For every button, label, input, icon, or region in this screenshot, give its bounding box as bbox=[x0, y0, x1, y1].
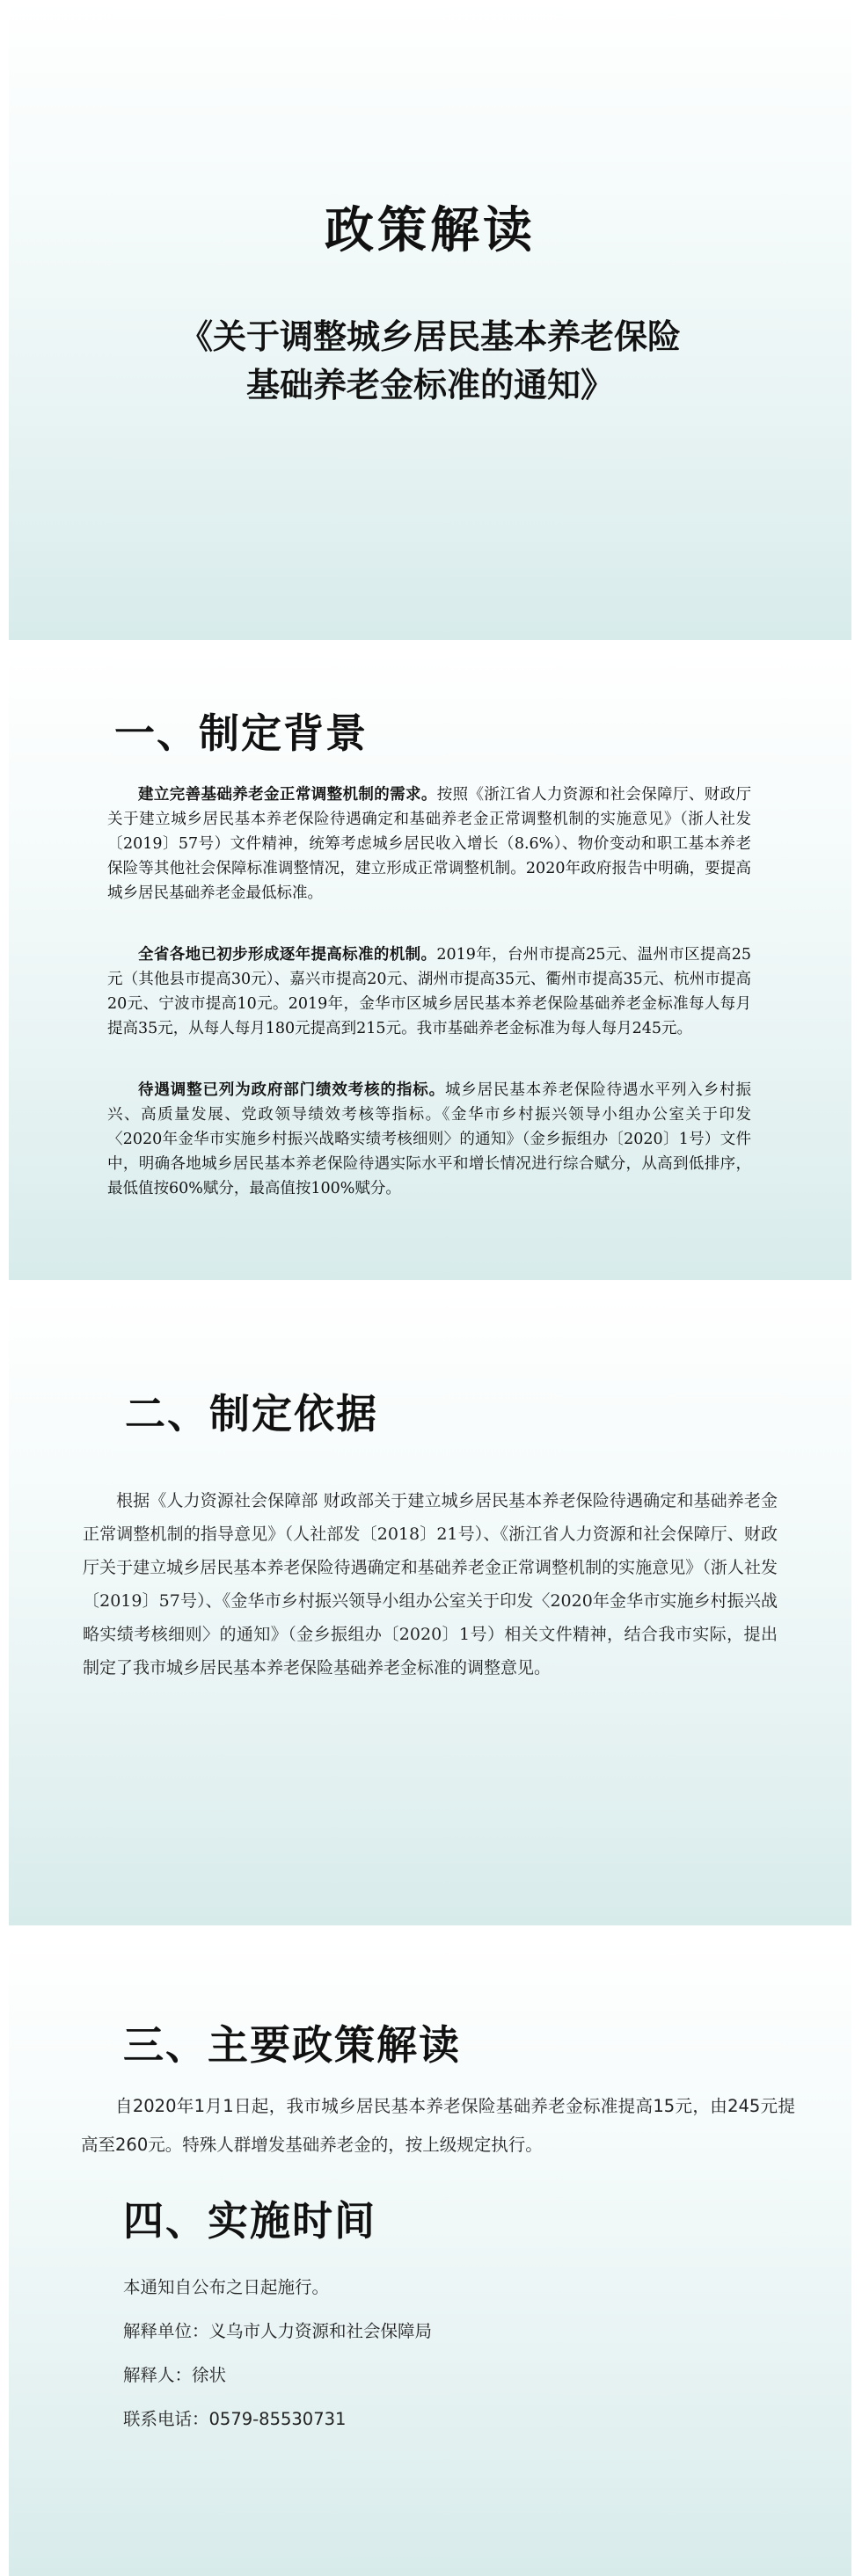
section-heading-background: 一、制定背景 bbox=[114, 709, 368, 757]
paragraph-lead: 待遇调整已列为政府部门绩效考核的指标。 bbox=[138, 1081, 445, 1099]
page-title: 政策解读 bbox=[325, 202, 536, 259]
document-subtitle bbox=[9, 313, 851, 410]
paragraph-lead: 全省各地已初步形成逐年提高标准的机制。 bbox=[138, 946, 437, 964]
basis-paragraph: 根据《人力资源社会保障部 财政部关于建立城乡居民基本养老保险待遇确定和基础养老金正常调整机制的指导意见》（人社部发〔2018〕21号）、《浙江省人力资源和社会保障厅、财政厅关于建立城乡居民基本养老保险待遇确定和基础养老金正常调整机制的实施意见》（浙人社发〔2019〕57号）、《金华市乡村振兴领导小组办公室关于印发〈2020年金华市实施乡村振兴战略实绩考核细则〉的通知》（金乡振组办〔2020〕1号）相关文件精神，结合我市实际，提出制定了我市城乡居民基本养老保险基础养老金标准的调整意见。 bbox=[83, 1491, 778, 1677]
basis-panel bbox=[9, 1291, 851, 1925]
paragraph-body: 按照《浙江省人力资源和社会保障厅、财政厅关于建立城乡居民基本养老保险待遇确定和基础养老金正常调整机制的实施意见》（浙人社发〔2019〕57号）文件精神，统筹考虑城乡居民收入增长（8.6%）、物价变动和职工基本养老保险等其他社会保障标准调整情况，建立形成正常调整机制。2020年政府报告中明确，要提高城乡居民基础养老金最低标准。 bbox=[107, 786, 751, 902]
implementation-line-phone: 联系电话：0579-85530731 bbox=[123, 2409, 347, 2429]
section-heading-policy: 三、主要政策解读 bbox=[123, 2021, 461, 2069]
background-paragraph-1 bbox=[107, 782, 751, 906]
section-heading-implementation: 四、实施时间 bbox=[123, 2197, 376, 2245]
subtitle-line-1: 《关于调整城乡居民基本养老保险 bbox=[179, 317, 681, 356]
paragraph-body: 2019年，台州市提高25元、温州市区提高25元（其他县市提高30元）、嘉兴市提高20元、湖州市提高35元、衢州市提高35元、杭州市提高20元、宁波市提高10元。2019年，金华市区城乡居民基本养老保险基础养老金标准每人每月提高35元，从每人每月180元提高到215元。我市基础养老金标准为每人每月245元。 bbox=[107, 946, 752, 1037]
implementation-line-effective: 本通知自公布之日起施行。 bbox=[123, 2277, 330, 2297]
policy-paragraph: 自2020年1月1日起，我市城乡居民基本养老保险基础养老金标准提高15元，由245元提高至260元。特殊人群增发基础养老金的，按上级规定执行。 bbox=[81, 2096, 795, 2155]
implementation-line-unit: 解释单位：义乌市人力资源和社会保障局 bbox=[123, 2321, 433, 2341]
background-panel bbox=[9, 651, 851, 1280]
background-paragraph-2 bbox=[107, 942, 751, 1041]
section-heading-basis: 二、制定依据 bbox=[125, 1390, 378, 1437]
paragraph-body: 城乡居民基本养老保险待遇水平列入乡村振兴、高质量发展、党政领导绩效考核等指标。《金华市乡村振兴领导小组办公室关于印发〈2020年金华市实施乡村振兴战略实绩考核细则〉的通知》（金乡振组办〔2020〕1号）文件中，明确各地城乡居民基本养老保险待遇实际水平和增长情况进行综合赋分，从高到低排序，最低值按60%赋分，最高值按100%赋分。 bbox=[107, 1081, 752, 1197]
title-panel bbox=[9, 0, 851, 640]
background-paragraph-3 bbox=[107, 1078, 751, 1201]
policy-panel bbox=[9, 1938, 851, 2576]
paragraph-lead: 建立完善基础养老金正常调整机制的需求。 bbox=[138, 786, 437, 804]
subtitle-line-2: 基础养老金标准的通知》 bbox=[245, 366, 614, 404]
implementation-line-person: 解释人：徐状 bbox=[123, 2365, 227, 2385]
